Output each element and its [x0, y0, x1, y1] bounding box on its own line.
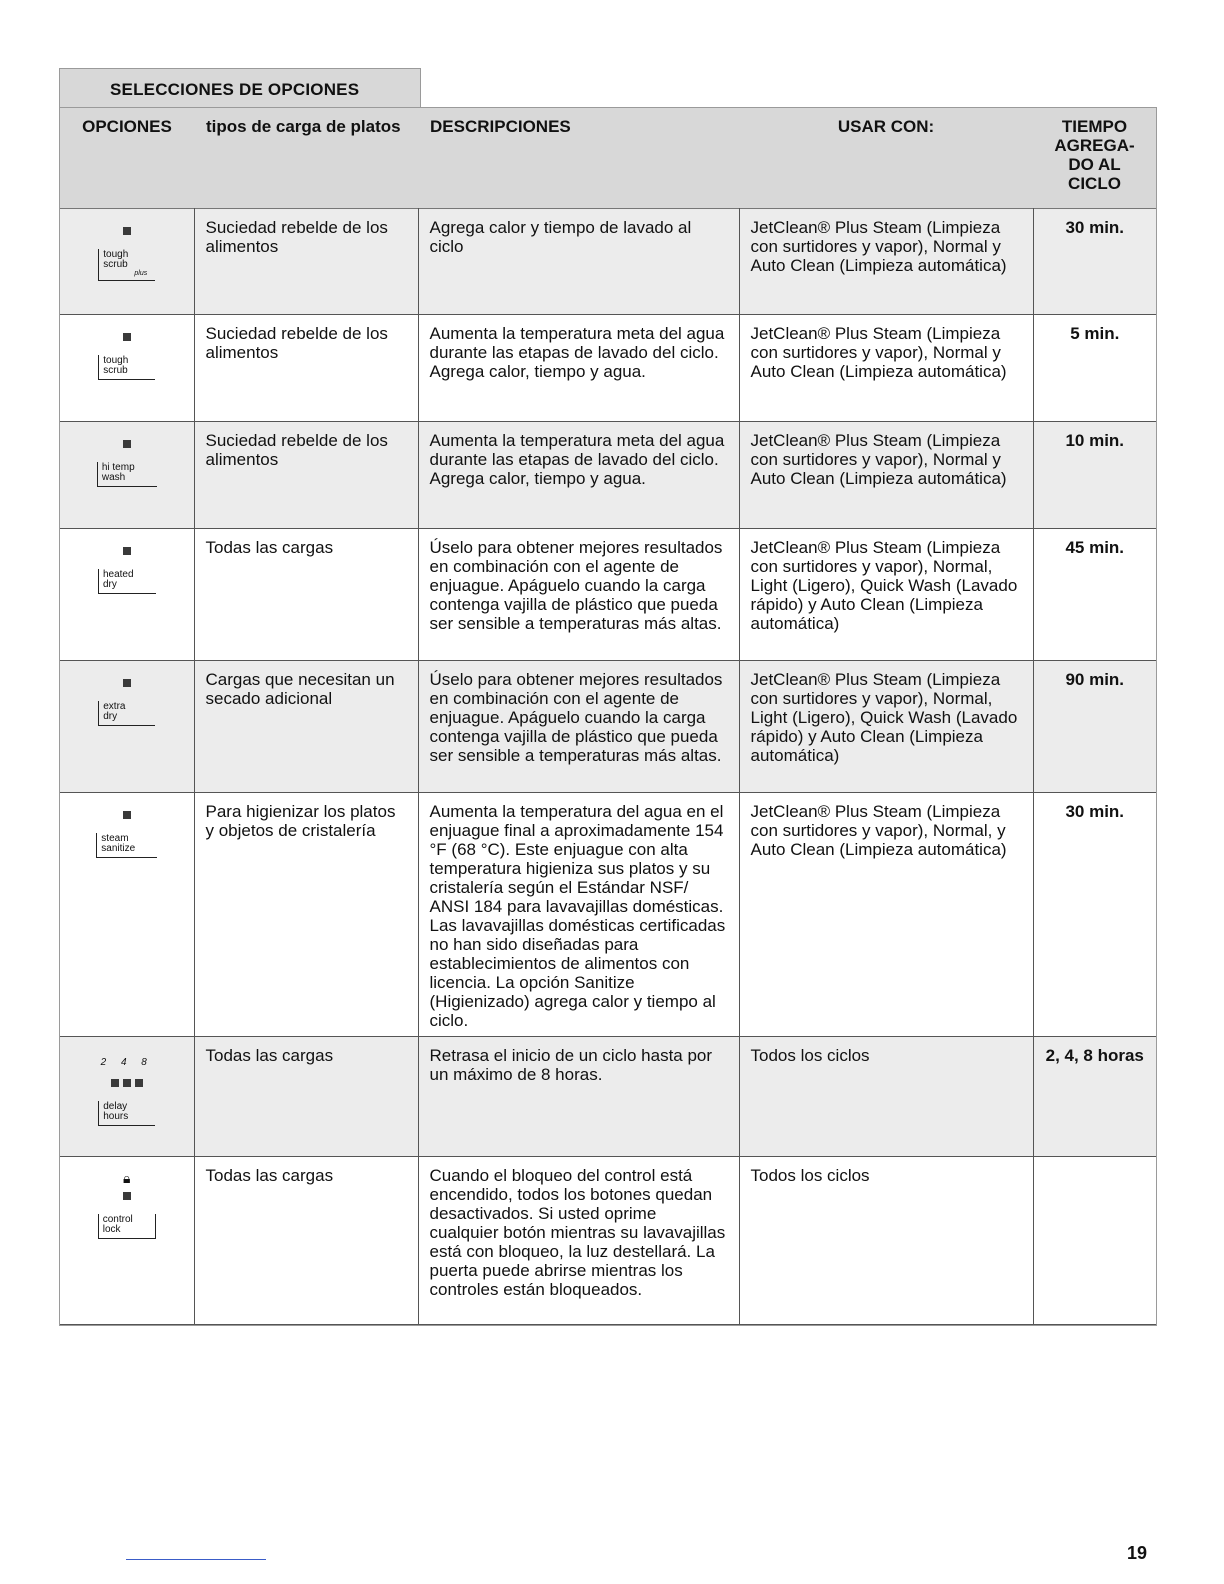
indicator-light-icon	[123, 547, 131, 555]
description: Úselo para obtener mejores resultados en combinación con el agente de enjuague. Apáguelo cuando la carga contenga vajilla de plástico que pueda ser sensible a temperaturas más altas.	[418, 661, 739, 793]
option-icon-delay-hours	[60, 1037, 194, 1157]
use-with: JetClean® Plus Steam (Limpieza con surtidores y vapor), Normal, y Auto Clean (Limpieza automática)	[739, 793, 1033, 1037]
page-number: 19	[1127, 1543, 1148, 1563]
table-header	[60, 108, 1156, 209]
option-label: delay hours	[98, 1101, 155, 1126]
lock-icon: 🔒︎	[123, 1170, 131, 1186]
added-time: 10 min.	[1033, 422, 1156, 529]
indicator-light-icon	[123, 1192, 131, 1200]
indicator-light-icon	[123, 811, 131, 819]
added-time: 45 min.	[1033, 529, 1156, 661]
table-row	[60, 661, 1156, 793]
description: Aumenta la temperatura del agua en el enjuague final a aproximadamente 154 °F (68 °C). Este enjuague con alta temperatura higieniza sus platos y su cristalería según el Estándar NSF/ ANSI 184 para lavavajillas domésticas. Las lavavajillas domésticas certificadas no han sido diseñadas para establecimientos de alimentos con licencia. La opción Sanitize (Higienizado) agrega calor y tiempo al ciclo.	[418, 793, 739, 1037]
indicator-light-icon	[123, 1079, 131, 1087]
added-time: 2, 4, 8 horas	[1033, 1037, 1156, 1157]
table-row	[60, 1037, 1156, 1157]
header-opciones: OPCIONES	[60, 108, 194, 209]
indicator-light-icon	[123, 440, 131, 448]
description: Agrega calor y tiempo de lavado al ciclo	[418, 209, 739, 315]
added-time	[1033, 1157, 1156, 1325]
load-type: Todas las cargas	[194, 1037, 418, 1157]
options-table	[59, 107, 1157, 1326]
load-type: Suciedad rebelde de los alimentos	[194, 422, 418, 529]
added-time: 5 min.	[1033, 315, 1156, 422]
table-row	[60, 1157, 1156, 1325]
table-row	[60, 793, 1156, 1037]
description: Aumenta la temperatura meta del agua durante las etapas de lavado del ciclo. Agrega calor, tiempo y agua.	[418, 422, 739, 529]
header-tipos: tipos de carga de platos	[194, 108, 418, 209]
indicator-light-icon	[111, 1079, 119, 1087]
description: Aumenta la temperatura meta del agua durante las etapas de lavado del ciclo. Agrega calor, tiempo y agua.	[418, 315, 739, 422]
table-row	[60, 209, 1156, 315]
table-row	[60, 529, 1156, 661]
added-time: 30 min.	[1033, 793, 1156, 1037]
option-label: extra dry	[98, 701, 155, 726]
description: Cuando el bloqueo del control está encendido, todos los botones quedan desactivados. Si usted oprime cualquier botón mientras su lavavajillas está con bloqueo, la luz destellará. La puerta puede abrirse mientras los controles están bloqueados.	[418, 1157, 739, 1325]
option-icon-hi-temp-wash	[60, 422, 194, 529]
use-with: JetClean® Plus Steam (Limpieza con surtidores y vapor), Normal y Auto Clean (Limpieza automática)	[739, 209, 1033, 315]
added-time: 30 min.	[1033, 209, 1156, 315]
load-type: Suciedad rebelde de los alimentos	[194, 315, 418, 422]
option-label: control lock	[98, 1214, 156, 1239]
section-title-tab	[59, 68, 421, 108]
option-icon-steam-sanitize	[60, 793, 194, 1037]
header-descripciones: DESCRIPCIONES	[418, 108, 739, 209]
use-with: Todos los ciclos	[739, 1157, 1033, 1325]
load-type: Todas las cargas	[194, 529, 418, 661]
header-usar-con: USAR CON:	[739, 108, 1033, 209]
load-type: Para higienizar los platos y objetos de cristalería	[194, 793, 418, 1037]
table-row	[60, 315, 1156, 422]
load-type: Cargas que necesitan un secado adicional	[194, 661, 418, 793]
load-type: Todas las cargas	[194, 1157, 418, 1325]
footer-rule	[126, 1559, 266, 1560]
added-time: 90 min.	[1033, 661, 1156, 793]
option-icon-extra-dry	[60, 661, 194, 793]
description: Úselo para obtener mejores resultados en combinación con el agente de enjuague. Apáguelo cuando la carga contenga vajilla de plástico que pueda ser sensible a temperaturas más altas.	[418, 529, 739, 661]
use-with: JetClean® Plus Steam (Limpieza con surtidores y vapor), Normal y Auto Clean (Limpieza automática)	[739, 422, 1033, 529]
option-icon-control-lock	[60, 1157, 194, 1325]
option-icon-tough-scrub	[60, 315, 194, 422]
option-icon-heated-dry	[60, 529, 194, 661]
use-with: JetClean® Plus Steam (Limpieza con surtidores y vapor), Normal y Auto Clean (Limpieza automática)	[739, 315, 1033, 422]
indicator-light-icon	[123, 333, 131, 341]
option-label: heated dry	[98, 569, 156, 594]
table-row	[60, 422, 1156, 529]
use-with: JetClean® Plus Steam (Limpieza con surtidores y vapor), Normal, Light (Ligero), Quick Wash (Lavado rápido) y Auto Clean (Limpieza automática)	[739, 529, 1033, 661]
load-type: Suciedad rebelde de los alimentos	[194, 209, 418, 315]
indicator-light-icon	[123, 679, 131, 687]
delay-hour-numbers: 2 4 8	[100, 1057, 153, 1068]
option-label: tough scrub	[98, 355, 155, 380]
header-tiempo: TIEMPO AGREGA-DO AL CICLO	[1033, 108, 1156, 209]
section-title: SELECCIONES DE OPCIONES	[110, 80, 360, 99]
option-label: tough scrub plus	[98, 249, 155, 281]
indicator-light-icon	[123, 227, 131, 235]
option-label: hi temp wash	[97, 462, 157, 487]
option-icon-tough-scrub-plus	[60, 209, 194, 315]
use-with: Todos los ciclos	[739, 1037, 1033, 1157]
use-with: JetClean® Plus Steam (Limpieza con surtidores y vapor), Normal, Light (Ligero), Quick Wash (Lavado rápido) y Auto Clean (Limpieza automática)	[739, 661, 1033, 793]
description: Retrasa el inicio de un ciclo hasta por un máximo de 8 horas.	[418, 1037, 739, 1157]
option-label: steam sanitize	[96, 833, 157, 858]
indicator-light-icon	[135, 1079, 143, 1087]
